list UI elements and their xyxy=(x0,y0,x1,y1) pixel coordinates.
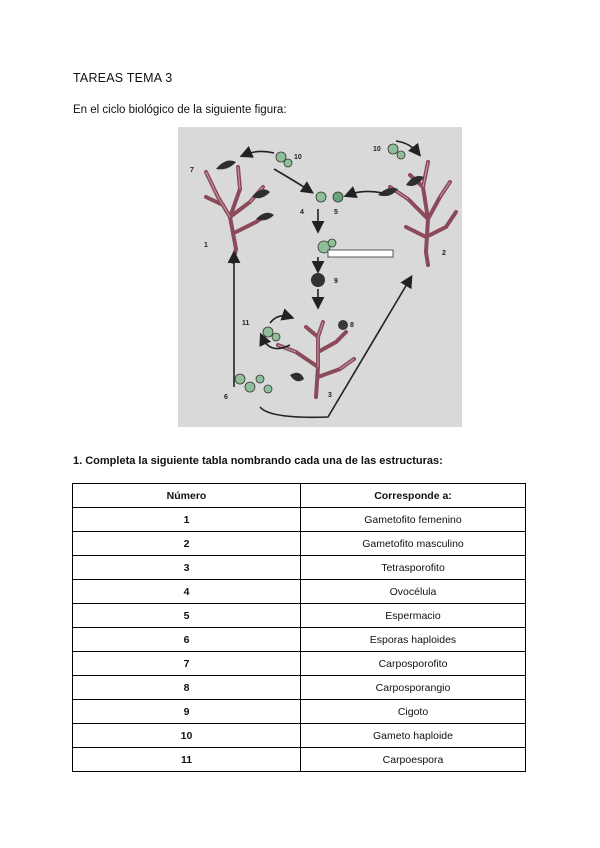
zygote-9 xyxy=(311,273,325,287)
life-cycle-figure xyxy=(178,127,462,427)
fig-label-5: 5 xyxy=(334,209,338,216)
row-answer: Cigoto xyxy=(301,700,526,724)
fig-label-3: 3 xyxy=(328,392,332,399)
spermatium-5 xyxy=(333,192,343,202)
table-row xyxy=(73,748,526,772)
ovocell-4 xyxy=(316,192,326,202)
row-number: 10 xyxy=(73,724,301,748)
table-row xyxy=(73,724,526,748)
document-title: TAREAS TEMA 3 xyxy=(73,71,173,85)
fig-label-8: 8 xyxy=(350,322,354,329)
row-number: 7 xyxy=(73,652,301,676)
row-answer: Carposporangio xyxy=(301,676,526,700)
fig-label-7: 7 xyxy=(190,167,194,174)
fig-label-6: 6 xyxy=(224,394,228,401)
row-number: 5 xyxy=(73,604,301,628)
table-row xyxy=(73,652,526,676)
fig-label-10-left: 10 xyxy=(294,154,302,161)
header-numero: Número xyxy=(73,484,301,508)
row-answer: Tetrasporofito xyxy=(301,556,526,580)
table-row xyxy=(73,580,526,604)
table-header-row xyxy=(73,484,526,508)
answer-table xyxy=(72,483,526,772)
fig-label-11: 11 xyxy=(242,320,250,327)
table-row xyxy=(73,628,526,652)
table-row xyxy=(73,604,526,628)
row-number: 9 xyxy=(73,700,301,724)
answer-blank-box xyxy=(328,250,393,257)
question-text: 1. Completa la siguiente tabla nombrando cada una de las estructuras: xyxy=(73,455,443,467)
row-number: 3 xyxy=(73,556,301,580)
row-number: 2 xyxy=(73,532,301,556)
row-number: 1 xyxy=(73,508,301,532)
intro-text: En el ciclo biológico de la siguiente figura: xyxy=(73,104,287,116)
row-answer: Gametofito masculino xyxy=(301,532,526,556)
fig-label-2: 2 xyxy=(442,250,446,257)
fig-label-10-right: 10 xyxy=(373,146,381,153)
row-number: 8 xyxy=(73,676,301,700)
fig-label-1: 1 xyxy=(204,242,208,249)
header-corresponde: Corresponde a: xyxy=(301,484,526,508)
row-number: 6 xyxy=(73,628,301,652)
fig-label-9: 9 xyxy=(334,278,338,285)
row-answer: Esporas haploides xyxy=(301,628,526,652)
row-number: 4 xyxy=(73,580,301,604)
carposporangium xyxy=(338,320,348,330)
table-row xyxy=(73,532,526,556)
row-answer: Ovocélula xyxy=(301,580,526,604)
row-answer: Gameto haploide xyxy=(301,724,526,748)
table-row xyxy=(73,556,526,580)
row-answer: Carpoespora xyxy=(301,748,526,772)
fig-label-4: 4 xyxy=(300,209,304,216)
table-row xyxy=(73,508,526,532)
row-answer: Gametofito femenino xyxy=(301,508,526,532)
row-number: 11 xyxy=(73,748,301,772)
table-row xyxy=(73,676,526,700)
row-answer: Espermacio xyxy=(301,604,526,628)
table-row xyxy=(73,700,526,724)
row-answer: Carposporofito xyxy=(301,652,526,676)
